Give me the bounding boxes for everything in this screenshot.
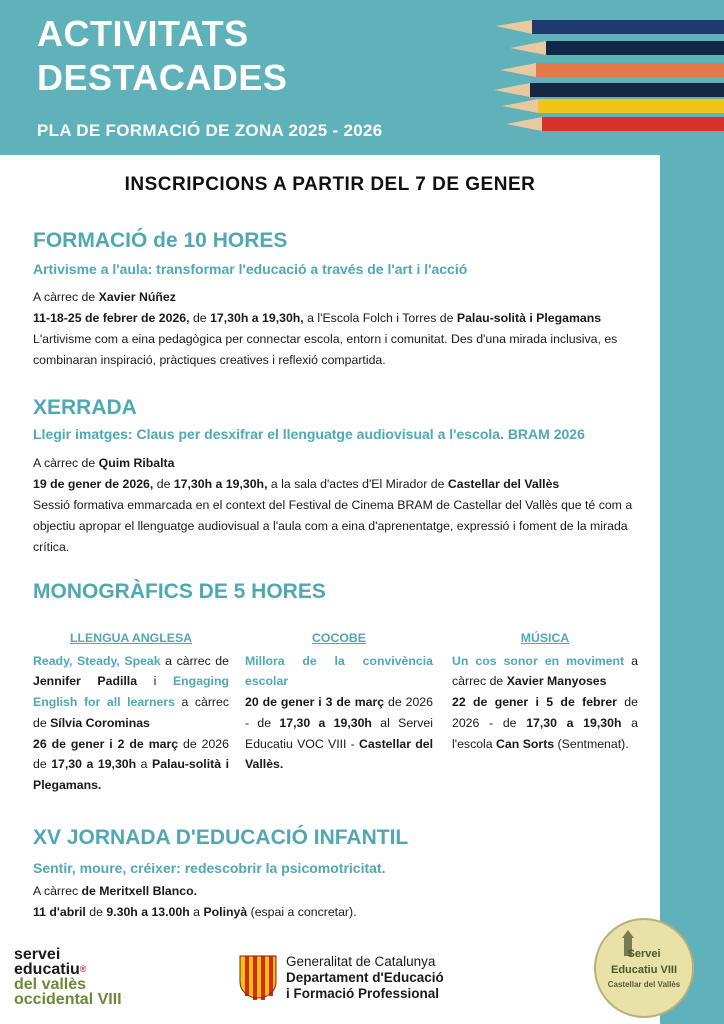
location: Castellar del Vallès. [245, 736, 433, 772]
course-title: Ready, Steady, Speak [33, 653, 161, 668]
dates: 11-18-25 de febrer de 2026, [33, 311, 190, 325]
section-body-jornada [33, 881, 633, 923]
connector: a l'escola [452, 715, 638, 751]
connector: de 2026 - de [245, 695, 433, 730]
speaker-name: Xavier Núñez [98, 290, 176, 304]
schedule-line [33, 474, 633, 495]
time: 17,30h a 19,30h, [210, 311, 304, 325]
logo-line-3: del vallès [14, 976, 87, 993]
pencil-5 [502, 99, 724, 113]
logo-line-1: servei [14, 946, 61, 963]
speaker-name: Quim Ribalta [98, 456, 175, 470]
pencil-4 [494, 83, 724, 97]
seal-line-1: Servei [627, 948, 661, 960]
connector: de 2026 de [33, 736, 229, 772]
section-heading-formacio: FORMACIÓ de 10 HORES [33, 229, 288, 252]
course-title: Engaging English for all learners [33, 674, 229, 710]
title-line-2: DESTACADES [37, 57, 288, 98]
time: 17,30 a 19,30h [526, 715, 622, 730]
dates: 26 de gener i 2 de març [33, 736, 179, 751]
speaker-name: Sílvia Corominas [50, 715, 150, 730]
pencil-6 [506, 117, 724, 131]
column-llengua-anglesa [33, 628, 229, 796]
pencil-2 [510, 41, 724, 55]
course-title: Un cos sonor en moviment [452, 653, 625, 668]
location-prefix: a l'Escola Folch i Torres de [303, 311, 457, 325]
schedule-line [33, 902, 633, 923]
column-title: COCOBE [312, 631, 366, 645]
charge-prefix: A càrrec de [33, 290, 99, 304]
connector: a [189, 905, 204, 919]
time: 17,30h a 19,30h, [173, 477, 268, 491]
connector: a càrrec de [160, 653, 229, 668]
title-line-1: ACTIVITATS [37, 13, 249, 54]
page-subtitle: PLA DE FORMACIÓ DE ZONA 2025 - 2026 [37, 121, 383, 140]
section-body-formacio [33, 287, 633, 371]
section-heading-jornada: XV JORNADA D'EDUCACIÓ INFANTIL [33, 826, 409, 849]
location: Can Sorts [496, 736, 555, 751]
connector: de [85, 905, 107, 919]
charge-prefix: A càrrec de [33, 456, 99, 470]
logo-line-2-text: educatiu [14, 961, 80, 978]
location: Castellar del Vallès [447, 477, 560, 491]
location: Palau-solità i Plegamans. [33, 757, 229, 792]
column-musica [452, 628, 638, 754]
gen-line-3: i Formació Professional [286, 986, 440, 1001]
description: Sessió formativa emmarcada en el context del Festival de Cinema BRAM de Castellar del Vallès que té com a objectiu apropar el llenguatge audiovisual a l'aula com a eina d'aprenentatge, expressió i foment de la mirada crítica. [33, 498, 633, 554]
connector: al Servei Educatiu VOC VIII - [245, 715, 433, 751]
column-title: MÚSICA [520, 631, 570, 645]
location-note: (espai a concretar). [247, 905, 357, 919]
logo-line-2 [14, 962, 122, 977]
pencils-illustration [490, 18, 724, 140]
inscriptions-notice: INSCRIPCIONS A PARTIR DEL 7 DE GENER [124, 174, 536, 195]
speaker-line [33, 453, 633, 474]
section-subheading-psicomotricitat: Sentir, moure, créixer: redescobrir la psicomotricitat. [33, 860, 386, 876]
time: 9.30h a 13.00h [106, 905, 190, 919]
gen-line-2: Departament d'Educació [286, 970, 444, 985]
speaker-name: de Meritxell Blanco. [81, 884, 198, 898]
connector: de [153, 477, 174, 491]
charge-prefix: A càrrec [33, 884, 82, 898]
description: L'artivisme com a eina pedagògica per connectar escola, entorn i comunitat. Des d'una mirada inclusiva, es combinaran inspiració, pràctiques creatives i reflexió compartida. [33, 332, 618, 367]
speaker-name: Jennifer Padilla [33, 674, 138, 689]
speaker-line [33, 881, 633, 902]
gen-line-1: Generalitat de Catalunya [286, 954, 436, 969]
seal-line-2: Educatiu VIII [610, 964, 677, 976]
connector: (Sentmenat). [554, 736, 629, 751]
generalitat-text [286, 954, 444, 1002]
connector: de 2026 - de [452, 695, 638, 730]
logo-line-4: occidental VIII [14, 991, 122, 1008]
dates: 22 de gener i 5 de febrer [452, 695, 617, 710]
connector: a càrrec de [33, 695, 230, 730]
connector: i [137, 674, 173, 689]
section-subheading-artivisme: Artivisme a l'aula: transformar l'educació a través de l'art i l'acció [33, 261, 468, 277]
date: 11 d'abril [33, 905, 86, 919]
page-title [37, 12, 287, 100]
column-cocobe [245, 628, 433, 775]
course-title: Millora de la convivència escolar [245, 653, 433, 689]
dates: 20 de gener i 3 de març [245, 695, 385, 710]
registered-icon: ® [79, 964, 87, 974]
location: Palau-solità i Plegamans [456, 311, 602, 325]
schedule-line [33, 308, 633, 329]
dates: 19 de gener de 2026, [33, 477, 154, 491]
column-title: LLENGUA ANGLESA [69, 631, 193, 645]
pencil-3 [500, 63, 724, 77]
section-heading-monografics: MONOGRÀFICS DE 5 HORES [33, 580, 326, 603]
speaker-name: Xavier Manyoses [506, 674, 607, 689]
section-subheading-llegir-imatges: Llegir imatges: Claus per desxifrar el llenguatge audiovisual a l'escola. BRAM 2026 [33, 426, 585, 442]
servei-educatiu-logo [14, 947, 122, 1007]
time: 17,30 a 19,30h [279, 715, 372, 730]
location: Polinyà [203, 905, 248, 919]
speaker-line [33, 287, 633, 308]
seal-line-3: Castellar del Vallès [607, 980, 681, 989]
pencil-1 [496, 20, 724, 34]
connector: de [189, 311, 211, 325]
time: 17,30 a 19,30h [51, 757, 137, 772]
senyera-shield-icon [238, 954, 278, 1000]
servei-educatiu-seal [594, 918, 694, 1018]
connector: a càrrec de [452, 653, 638, 689]
section-body-xerrada [33, 453, 633, 558]
section-heading-xerrada: XERRADA [33, 396, 137, 419]
connector: a [136, 757, 153, 772]
location-prefix: a la sala d'actes d'El Mirador de [267, 477, 448, 491]
